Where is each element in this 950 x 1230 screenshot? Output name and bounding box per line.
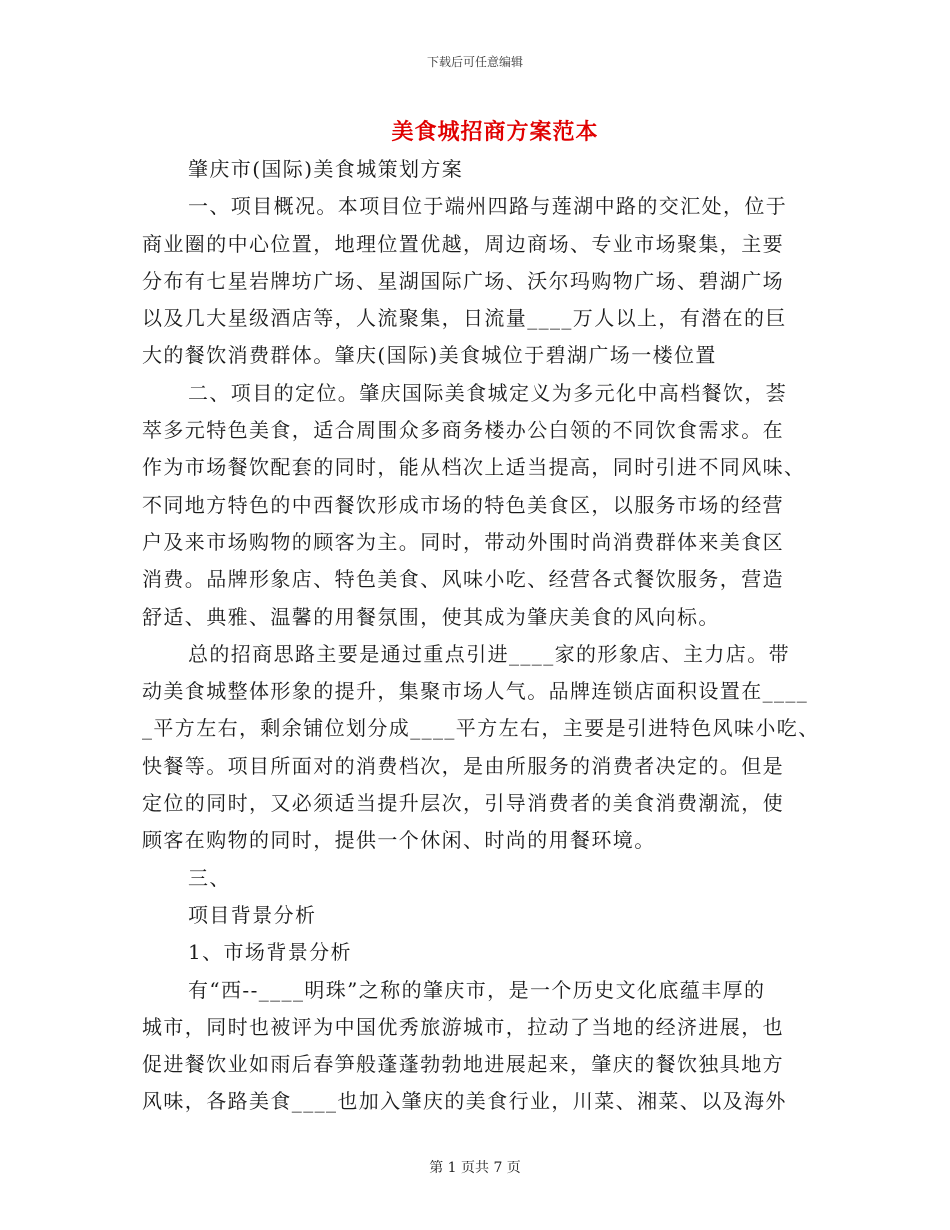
body-line: 一、项目概况。本项目位于端州四路与莲湖中路的交汇处，位于	[188, 194, 788, 219]
body-line: 快餐等。项目所面对的消费档次，是由所服务的消费者决定的。但是	[142, 753, 784, 778]
body-line: 消费。品牌形象店、特色美食、风味小吃、经营各式餐饮服务，营造	[142, 567, 784, 592]
body-line: 户及来市场购物的顾客为主。同时，带动外围时尚消费群体来美食区	[142, 529, 784, 554]
body-line: 商业圈的中心位置，地理位置优越，周边商场、专业市场聚集，主要	[142, 231, 784, 256]
body-line: 总的招商思路主要是通过重点引进____家的形象店、主力店。带	[188, 641, 790, 666]
page-footer: 第 1 页共 7 页	[429, 1160, 521, 1176]
page-header: 下载后可任意编辑	[426, 55, 523, 69]
body-line: 作为市场餐饮配套的同时，能从档次上适当提高，同时引进不同风味、	[142, 455, 806, 480]
body-line: 城市，同时也被评为中国优秀旅游城市，拉动了当地的经济进展，也	[142, 1014, 784, 1039]
body-line: 定位的同时，又必须适当提升层次，引导消费者的美食消费潮流，使	[142, 791, 784, 816]
body-line: 动美食城整体形象的提升，集聚市场人气。品牌连锁店面积设置在____	[142, 679, 809, 704]
body-line: _平方左右，剩余铺位划分成____平方左右，主要是引进特色风味小吃、	[142, 716, 820, 741]
body-line: 促进餐饮业如雨后春笋般蓬蓬勃勃地进展起来，肇庆的餐饮独具地方	[142, 1052, 784, 1077]
body-line: 三、	[188, 865, 231, 890]
body-line: 分布有七星岩牌坊广场、星湖国际广场、沃尔玛购物广场、碧湖广场	[142, 268, 784, 293]
body-line: 有“西--____明珠”之称的肇庆市，是一个历史文化底蕴丰厚的	[188, 977, 766, 1002]
document-title: 美食城招商方案范本	[391, 119, 599, 145]
body-line: 不同地方特色的中西餐饮形成市场的特色美食区，以服务市场的经营	[142, 492, 784, 517]
body-line: 舒适、典雅、温馨的用餐氛围，使其成为肇庆美食的风向标。	[142, 604, 720, 629]
body-line: 顾客在购物的同时，提供一个休闲、时尚的用餐环境。	[142, 828, 656, 853]
body-line: 二、项目的定位。肇庆国际美食城定义为多元化中高档餐饮，荟	[188, 380, 788, 405]
body-line: 肇庆市(国际)美食城策划方案	[188, 157, 464, 181]
body-line: 1、市场背景分析	[188, 940, 352, 965]
body-line: 项目背景分析	[188, 902, 317, 927]
body-line: 风味，各路美食____也加入肇庆的美食行业，川菜、湘菜、以及海外	[142, 1089, 787, 1114]
body-line: 大的餐饮消费群体。肇庆(国际)美食城位于碧湖广场一楼位置	[142, 343, 717, 368]
body-line: 萃多元特色美食，适合周围众多商务楼办公白领的不同饮食需求。在	[142, 418, 784, 443]
body-line: 以及几大星级酒店等，人流聚集，日流量____万人以上，有潜在的巨	[142, 306, 787, 331]
document-body	[142, 151, 822, 1121]
